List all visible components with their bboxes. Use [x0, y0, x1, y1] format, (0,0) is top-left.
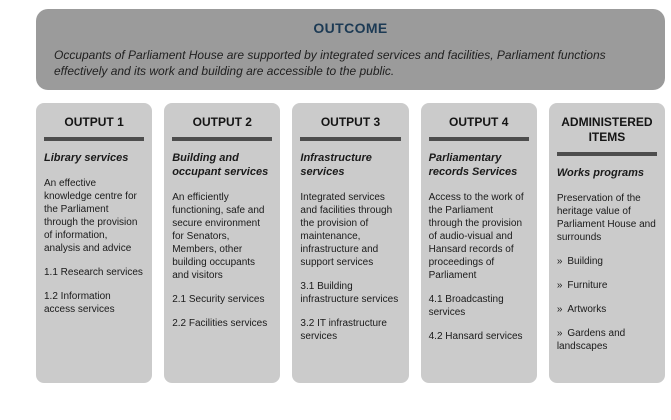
column-subheading: Building and occupant services [172, 152, 269, 178]
administered-items-column [549, 103, 665, 383]
bullet-item [557, 327, 657, 353]
service-item: 2.1 Security services [172, 293, 265, 305]
output-4-column [421, 103, 537, 383]
service-item: 2.2 Facilities services [172, 317, 268, 329]
column-subheading: Infrastructure services [300, 152, 372, 178]
bullet-item [557, 255, 657, 268]
column-heading: OUTPUT 4 [449, 115, 509, 129]
service-item: 4.1 Broadcasting services [428, 293, 504, 318]
service-item: 1.2 Information access services [44, 290, 115, 315]
column-description: Preservation of the heritage value of Parliament House and surrounds [556, 192, 656, 243]
service-item: 3.2 IT infrastructure services [300, 317, 387, 342]
heading-rule [557, 152, 657, 156]
output-3-column [292, 103, 408, 383]
column-subheading: Parliamentary records Services [428, 152, 518, 178]
column-heading: OUTPUT 3 [320, 115, 381, 129]
column-subheading: Library services [44, 152, 129, 164]
bullet-marker: » [556, 303, 563, 315]
heading-rule [300, 137, 400, 141]
service-item: 1.1 Research services [44, 266, 143, 278]
bullet-label: Furniture [567, 279, 608, 291]
outcome-box [36, 9, 665, 90]
bullet-item [557, 303, 657, 316]
bullet-marker: » [556, 255, 563, 267]
column-heading: OUTPUT 1 [64, 115, 124, 129]
column-heading: ADMINISTERED ITEMS [561, 115, 653, 144]
column-description: Access to the work of the Parliament through the provision of audio-visual and Hansard records of proceedings of Parliament [428, 191, 524, 281]
bullet-item [557, 279, 657, 292]
heading-rule [172, 137, 272, 141]
bullet-label: Artworks [567, 303, 607, 315]
service-item: 3.1 Building infrastructure services [300, 280, 399, 305]
column-subheading: Works programs [556, 167, 645, 179]
outputs-row [36, 103, 665, 383]
bullet-label: Building [567, 255, 603, 267]
column-heading: OUTPUT 2 [192, 115, 252, 129]
bullet-label: Gardens and landscapes [556, 327, 626, 352]
heading-rule [429, 137, 529, 141]
bullet-marker: » [556, 279, 563, 291]
output-1-column [36, 103, 152, 383]
service-item: 4.2 Hansard services [428, 330, 523, 342]
column-description: An effective knowledge centre for the Parliament through the provision of information, analysis and advice [44, 177, 138, 254]
bullet-marker: » [556, 327, 563, 339]
column-description: An efficiently functioning, safe and secure environment for Senators, Members, other building occupants and visitors [172, 191, 265, 281]
heading-rule [44, 137, 144, 141]
outcome-title: OUTCOME [313, 20, 388, 36]
outcome-description: Occupants of Parliament House are supported by integrated services and facilities, Parliament functions effectively and its work and building are accessible to the public. [54, 48, 606, 78]
output-2-column [164, 103, 280, 383]
column-description: Integrated services and facilities through the provision of maintenance, infrastructure and support services [300, 191, 393, 268]
